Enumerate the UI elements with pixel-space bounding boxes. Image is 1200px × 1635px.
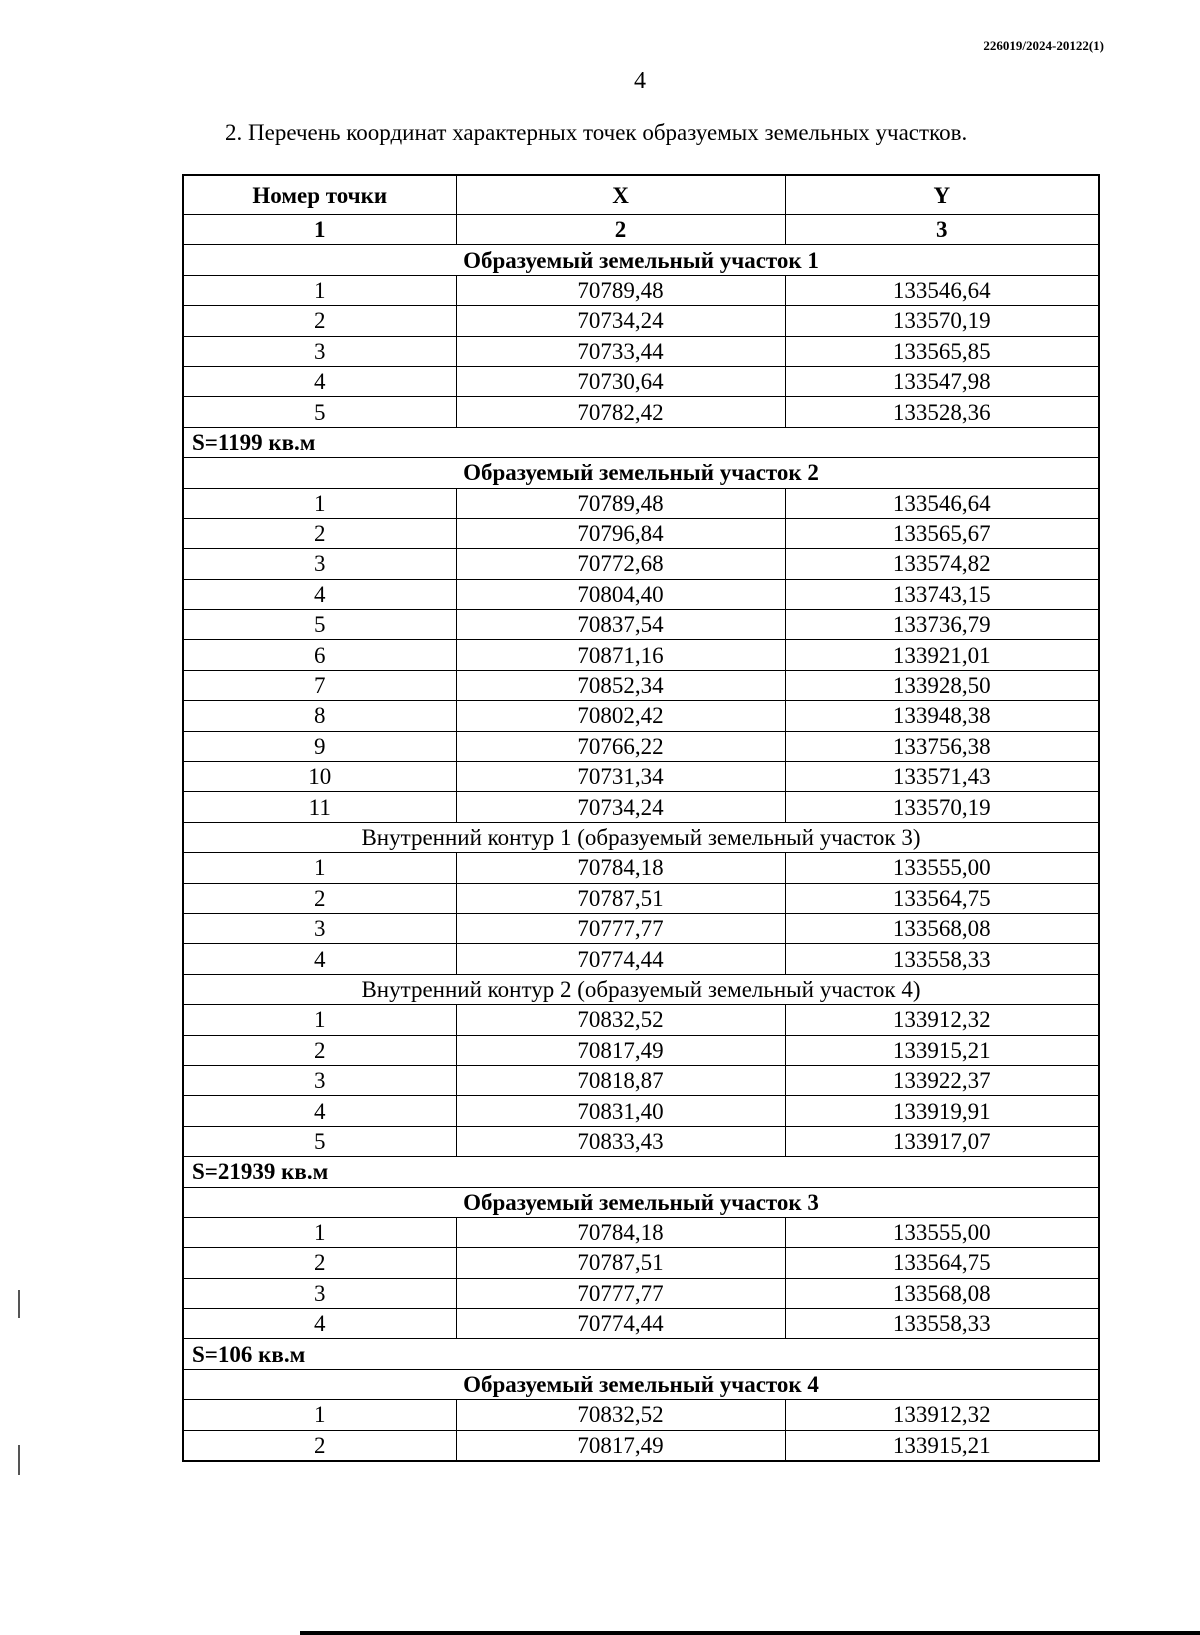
table-row	[183, 1096, 1099, 1126]
y-coordinate-cell: 133743,15	[785, 579, 1099, 609]
x-coordinate-cell: 70804,40	[456, 579, 785, 609]
x-coordinate-cell: 70832,52	[456, 1400, 785, 1430]
x-coordinate-cell: 70766,22	[456, 731, 785, 761]
y-coordinate-cell: 133546,64	[785, 275, 1099, 305]
y-coordinate-cell: 133568,08	[785, 1278, 1099, 1308]
table-row	[183, 853, 1099, 883]
column-number: 1	[183, 215, 456, 245]
point-number-cell: 5	[183, 397, 456, 427]
x-coordinate-cell: 70772,68	[456, 549, 785, 579]
table-row	[183, 640, 1099, 670]
y-coordinate-cell: 133574,82	[785, 549, 1099, 579]
y-coordinate-cell: 133565,67	[785, 518, 1099, 548]
section-label: Внутренний контур 2 (образуемый земельный участок 4)	[183, 974, 1099, 1004]
point-number-cell: 4	[183, 1309, 456, 1339]
x-coordinate-cell: 70787,51	[456, 1248, 785, 1278]
table-row	[183, 1065, 1099, 1095]
x-coordinate-cell: 70832,52	[456, 1005, 785, 1035]
y-coordinate-cell: 133570,19	[785, 306, 1099, 336]
y-coordinate-cell: 133921,01	[785, 640, 1099, 670]
section-label: Внутренний контур 1 (образуемый земельный участок 3)	[183, 822, 1099, 852]
y-coordinate-cell: 133558,33	[785, 1309, 1099, 1339]
point-number-cell: 1	[183, 488, 456, 518]
point-number-cell: 1	[183, 1217, 456, 1247]
point-number-cell: 8	[183, 701, 456, 731]
column-number: 2	[456, 215, 785, 245]
inner-contour-row	[183, 974, 1099, 1004]
x-coordinate-cell: 70817,49	[456, 1035, 785, 1065]
point-number-cell: 2	[183, 1430, 456, 1461]
point-number-cell: 10	[183, 762, 456, 792]
table-row	[183, 1430, 1099, 1461]
header-x: X	[456, 175, 785, 215]
point-number-cell: 4	[183, 366, 456, 396]
table-row	[183, 1248, 1099, 1278]
area-label: S=21939 кв.м	[183, 1157, 1099, 1187]
area-row	[183, 1339, 1099, 1369]
x-coordinate-cell: 70730,64	[456, 366, 785, 396]
y-coordinate-cell: 133912,32	[785, 1005, 1099, 1035]
point-number-cell: 6	[183, 640, 456, 670]
point-number-cell: 3	[183, 1278, 456, 1308]
table-row	[183, 944, 1099, 974]
table-row	[183, 913, 1099, 943]
table-body	[183, 245, 1099, 1461]
x-coordinate-cell: 70796,84	[456, 518, 785, 548]
y-coordinate-cell: 133565,85	[785, 336, 1099, 366]
point-number-cell: 1	[183, 1400, 456, 1430]
y-coordinate-cell: 133917,07	[785, 1126, 1099, 1156]
area-row	[183, 1157, 1099, 1187]
table-header-row	[183, 175, 1099, 215]
table-row	[183, 1126, 1099, 1156]
point-number-cell: 2	[183, 1248, 456, 1278]
point-number-cell: 2	[183, 883, 456, 913]
point-number-cell: 2	[183, 306, 456, 336]
y-coordinate-cell: 133555,00	[785, 1217, 1099, 1247]
point-number-cell: 3	[183, 336, 456, 366]
x-coordinate-cell: 70789,48	[456, 275, 785, 305]
x-coordinate-cell: 70787,51	[456, 883, 785, 913]
table-row	[183, 731, 1099, 761]
table-row	[183, 610, 1099, 640]
table-row	[183, 762, 1099, 792]
parcel-section-row	[183, 1369, 1099, 1399]
point-number-cell: 1	[183, 275, 456, 305]
table-row	[183, 306, 1099, 336]
point-number-cell: 4	[183, 1096, 456, 1126]
parcel-section-row	[183, 1187, 1099, 1217]
table-row	[183, 883, 1099, 913]
y-coordinate-cell: 133912,32	[785, 1400, 1099, 1430]
x-coordinate-cell: 70784,18	[456, 853, 785, 883]
coordinates-table	[182, 174, 1100, 1462]
x-coordinate-cell: 70818,87	[456, 1065, 785, 1095]
table-row	[183, 518, 1099, 548]
table-row	[183, 366, 1099, 396]
table-row	[183, 1035, 1099, 1065]
area-label: S=1199 кв.м	[183, 427, 1099, 457]
x-coordinate-cell: 70871,16	[456, 640, 785, 670]
y-coordinate-cell: 133915,21	[785, 1035, 1099, 1065]
area-label: S=106 кв.м	[183, 1339, 1099, 1369]
section-label: Образуемый земельный участок 1	[183, 245, 1099, 275]
point-number-cell: 5	[183, 1126, 456, 1156]
x-coordinate-cell: 70734,24	[456, 306, 785, 336]
y-coordinate-cell: 133564,75	[785, 883, 1099, 913]
y-coordinate-cell: 133564,75	[785, 1248, 1099, 1278]
point-number-cell: 4	[183, 579, 456, 609]
point-number-cell: 1	[183, 1005, 456, 1035]
y-coordinate-cell: 133571,43	[785, 762, 1099, 792]
y-coordinate-cell: 133547,98	[785, 366, 1099, 396]
area-row	[183, 427, 1099, 457]
table-row	[183, 1005, 1099, 1035]
section-label: Образуемый земельный участок 4	[183, 1369, 1099, 1399]
y-coordinate-cell: 133919,91	[785, 1096, 1099, 1126]
scan-edge-mark	[18, 1290, 20, 1318]
table-row	[183, 670, 1099, 700]
y-coordinate-cell: 133546,64	[785, 488, 1099, 518]
table-row	[183, 336, 1099, 366]
x-coordinate-cell: 70852,34	[456, 670, 785, 700]
table-row	[183, 1217, 1099, 1247]
point-number-cell: 3	[183, 1065, 456, 1095]
x-coordinate-cell: 70802,42	[456, 701, 785, 731]
y-coordinate-cell: 133915,21	[785, 1430, 1099, 1461]
y-coordinate-cell: 133922,37	[785, 1065, 1099, 1095]
point-number-cell: 3	[183, 549, 456, 579]
point-number-cell: 2	[183, 1035, 456, 1065]
y-coordinate-cell: 133736,79	[785, 610, 1099, 640]
x-coordinate-cell: 70774,44	[456, 1309, 785, 1339]
point-number-cell: 11	[183, 792, 456, 822]
parcel-section-row	[183, 458, 1099, 488]
table-row	[183, 1309, 1099, 1339]
y-coordinate-cell: 133756,38	[785, 731, 1099, 761]
x-coordinate-cell: 70833,43	[456, 1126, 785, 1156]
section-label: Образуемый земельный участок 3	[183, 1187, 1099, 1217]
table-row	[183, 488, 1099, 518]
x-coordinate-cell: 70774,44	[456, 944, 785, 974]
point-number-cell: 7	[183, 670, 456, 700]
parcel-section-row	[183, 245, 1099, 275]
x-coordinate-cell: 70837,54	[456, 610, 785, 640]
column-number-row	[183, 215, 1099, 245]
section-heading: 2. Перечень координат характерных точек образуемых земельных участков.	[225, 120, 968, 145]
y-coordinate-cell: 133555,00	[785, 853, 1099, 883]
header-point-number: Номер точки	[183, 175, 456, 215]
point-number-cell: 2	[183, 518, 456, 548]
x-coordinate-cell: 70777,77	[456, 913, 785, 943]
table-row	[183, 1278, 1099, 1308]
section-label: Образуемый земельный участок 2	[183, 458, 1099, 488]
table-row	[183, 549, 1099, 579]
point-number-cell: 1	[183, 853, 456, 883]
table-row	[183, 397, 1099, 427]
x-coordinate-cell: 70733,44	[456, 336, 785, 366]
document-registration-number: 226019/2024-20122(1)	[983, 38, 1104, 53]
page-number: 4	[634, 68, 646, 94]
scan-edge-mark	[18, 1445, 20, 1475]
y-coordinate-cell: 133948,38	[785, 701, 1099, 731]
point-number-cell: 4	[183, 944, 456, 974]
x-coordinate-cell: 70789,48	[456, 488, 785, 518]
column-number: 3	[785, 215, 1099, 245]
header-y: Y	[785, 175, 1099, 215]
scan-bottom-edge	[300, 1631, 1200, 1635]
x-coordinate-cell: 70777,77	[456, 1278, 785, 1308]
y-coordinate-cell: 133928,50	[785, 670, 1099, 700]
x-coordinate-cell: 70784,18	[456, 1217, 785, 1247]
table-row	[183, 1400, 1099, 1430]
x-coordinate-cell: 70782,42	[456, 397, 785, 427]
x-coordinate-cell: 70817,49	[456, 1430, 785, 1461]
y-coordinate-cell: 133558,33	[785, 944, 1099, 974]
x-coordinate-cell: 70731,34	[456, 762, 785, 792]
table-row	[183, 579, 1099, 609]
point-number-cell: 9	[183, 731, 456, 761]
y-coordinate-cell: 133570,19	[785, 792, 1099, 822]
table-row	[183, 275, 1099, 305]
point-number-cell: 5	[183, 610, 456, 640]
y-coordinate-cell: 133528,36	[785, 397, 1099, 427]
point-number-cell: 3	[183, 913, 456, 943]
x-coordinate-cell: 70734,24	[456, 792, 785, 822]
table-row	[183, 701, 1099, 731]
table-row	[183, 792, 1099, 822]
x-coordinate-cell: 70831,40	[456, 1096, 785, 1126]
inner-contour-row	[183, 822, 1099, 852]
y-coordinate-cell: 133568,08	[785, 913, 1099, 943]
